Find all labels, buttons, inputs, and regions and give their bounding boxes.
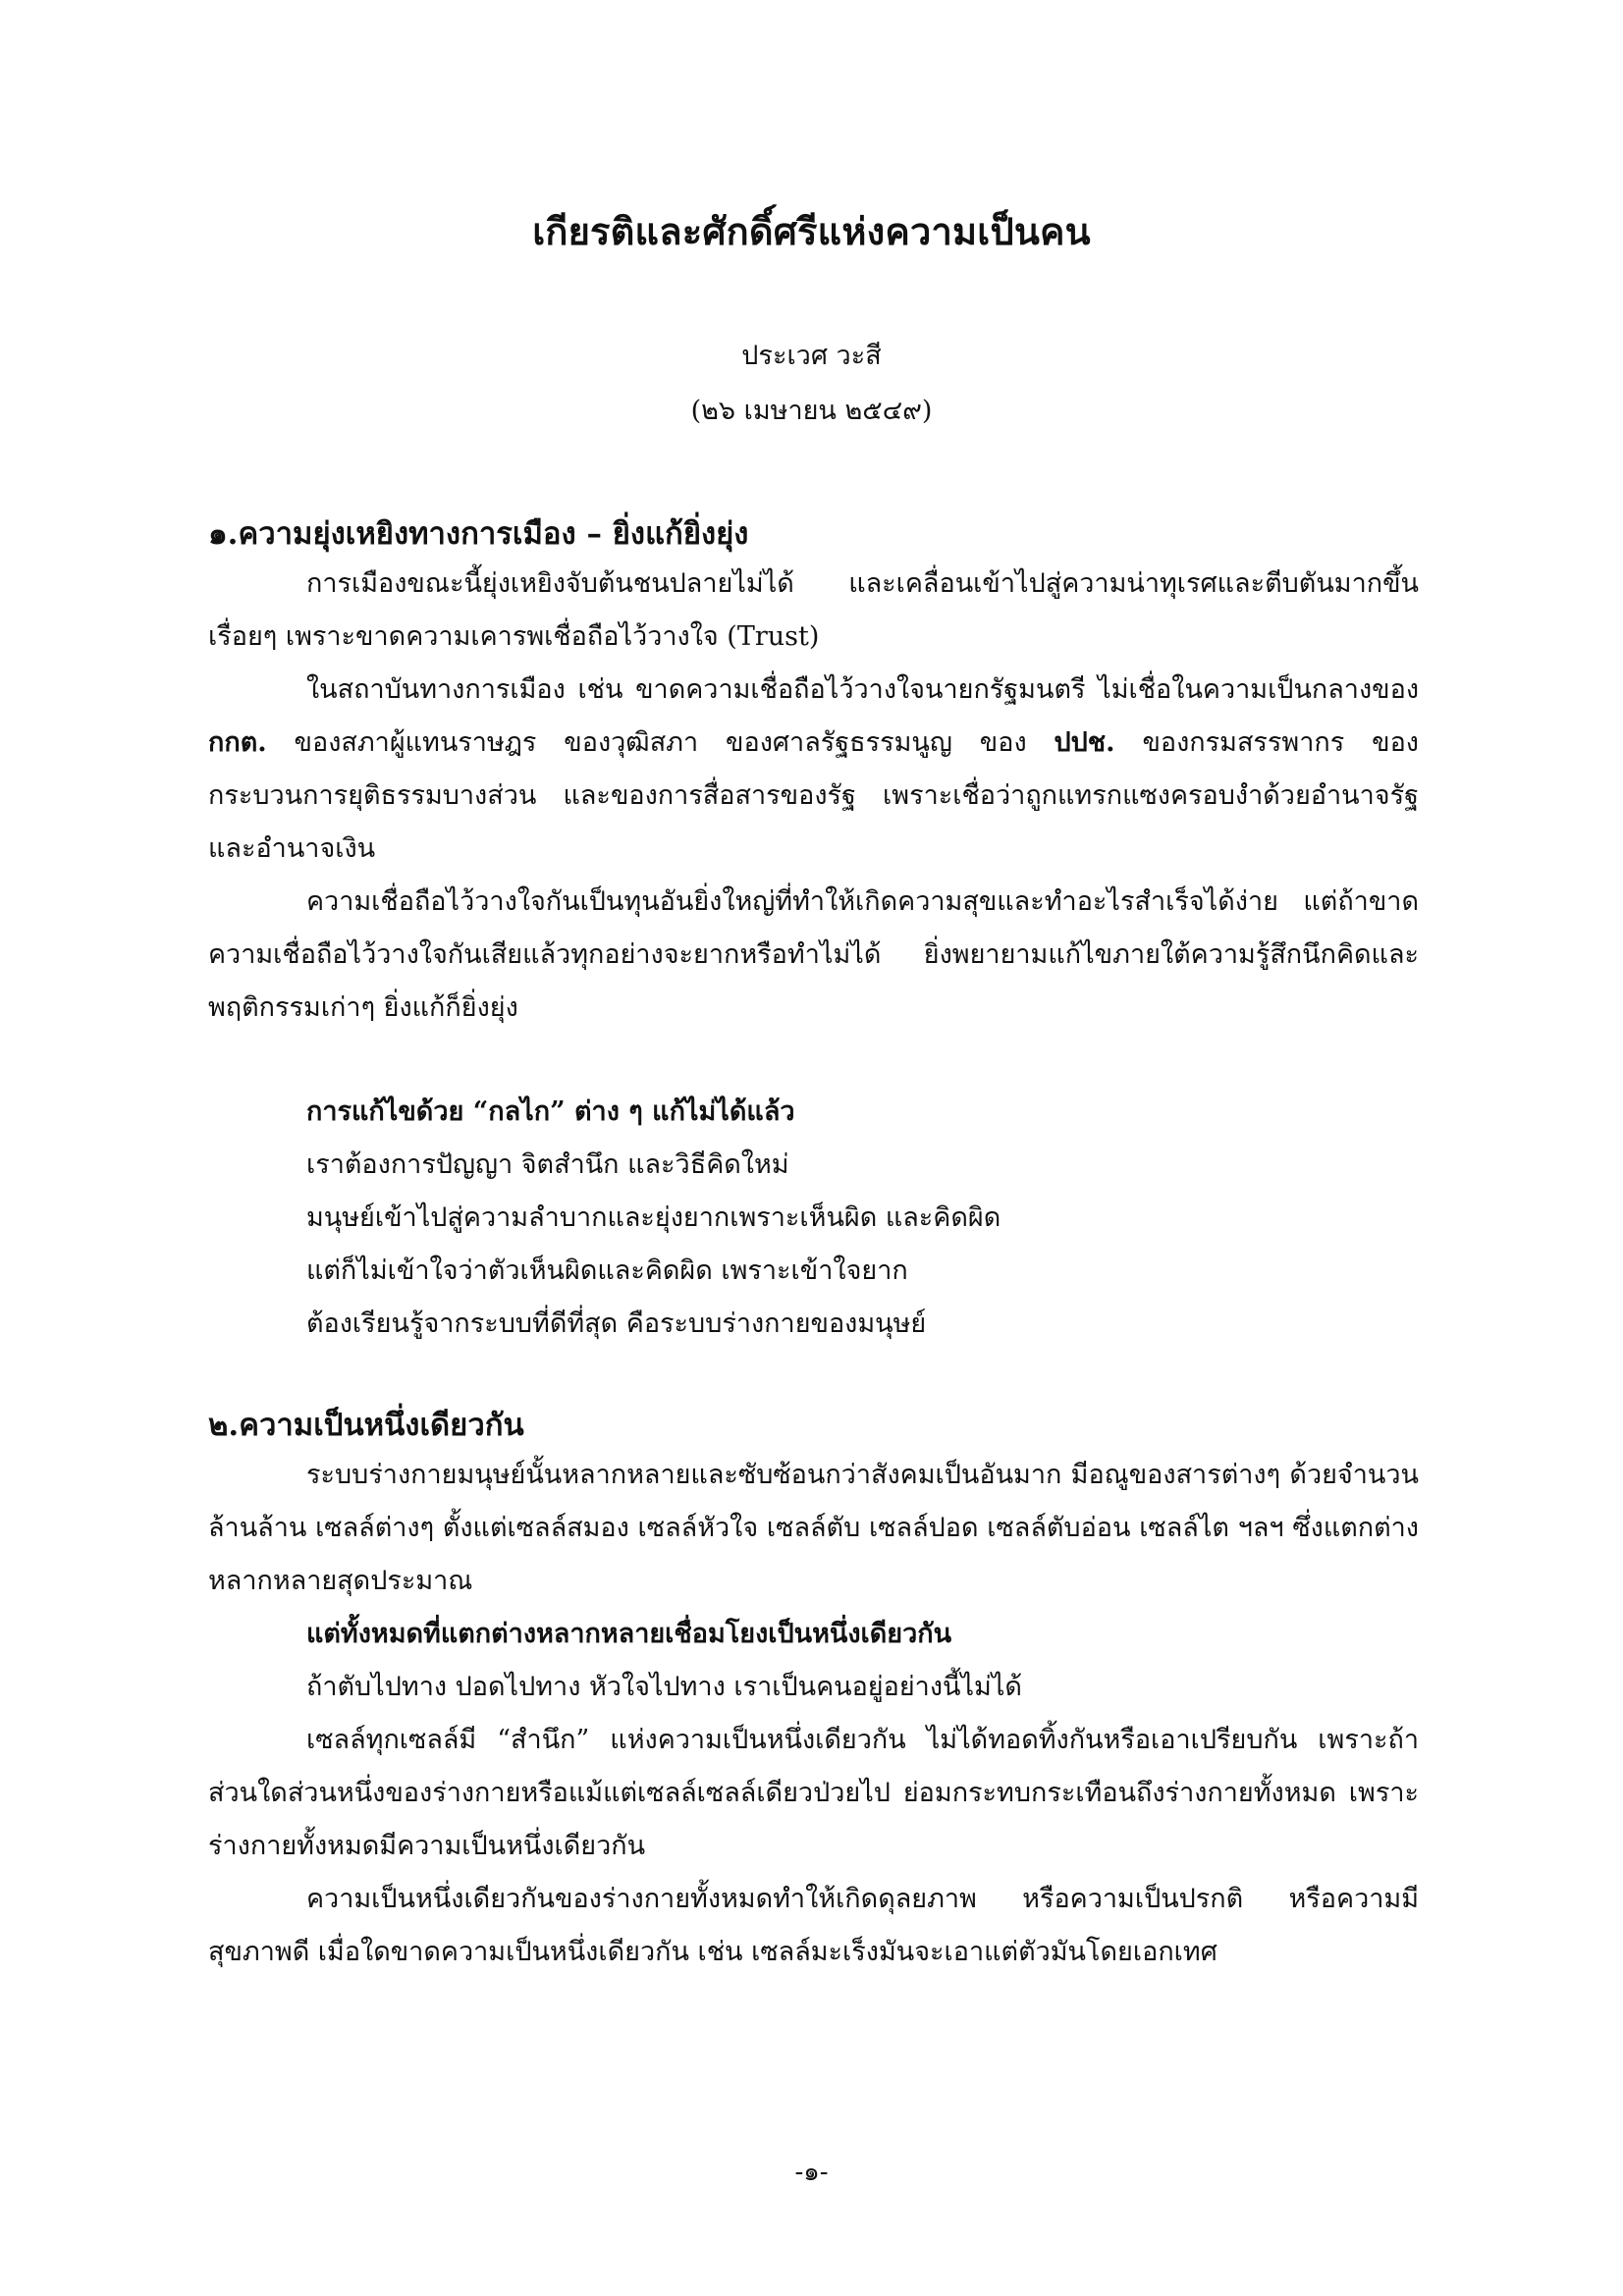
document-title: เกียรติและศักดิ์ศรีแห่งความเป็นคน [532,209,1091,253]
section-1-solutions [208,1086,1419,1351]
section-2-line-1: ถ้าตับไปทาง ปอดไปทาง หัวใจไปทาง เราเป็นคนอยู่อย่างนี้ไม่ได้ [306,1672,1022,1702]
section-1-line-3: แต่ก็ไม่เข้าใจว่าตัวเห็นผิดและคิดผิด เพราะเข้าใจยาก [306,1255,908,1286]
section-1-line-4: ต้องเรียนรู้จากระบบที่ดีที่สุด คือระบบร่างกายของมนุษย์ [306,1308,927,1339]
page-number: -๑- [794,2158,829,2187]
section-2-subheading: แต่ทั้งหมดที่แตกต่างหลากหลายเชื่อมโยงเป็นหนึ่งเดียวกัน [306,1619,952,1649]
section-2 [208,1402,1419,1979]
section-1-paragraph-3: ความเชื่อถือไว้วางใจกันเป็นทุนอันยิ่งใหญ่ที่ทำให้เกิดความสุขและทำอะไรสำเร็จได้ง่าย แต่ถ้าขาดความเชื่อถือไว้วางใจกันเสียแล้วทุกอย่างจะยากหรือทำไม่ได้ ยิ่งพยายามแก้ไขภายใต้ความรู้สึกนึกคิดและพฤติกรรมเก่าๆ ยิ่งแก้ก็ยิ่งยุ่ง [208,886,1419,1023]
section-2-paragraph-1: ระบบร่างกายมนุษย์นั้นหลากหลายและซับซ้อนกว่าสังคมเป็นอันมาก มีอณูของสารต่างๆ ด้วยจำนวนล้านล้าน เซลล์ต่างๆ ตั้งแต่เซลล์สมอง เซลล์หัวใจ เซลล์ตับ เซลล์ปอด เซลล์ตับอ่อน เซลล์ไต ฯลฯ ซึ่งแตกต่างหลากหลายสุดประมาณ [208,1460,1419,1596]
paragraph-2-text-a: ในสถาบันทางการเมือง เช่น ขาดความเชื่อถือไว้วางใจนายกรัฐมนตรี ไม่เชื่อในความเป็นกลางของ [306,674,1419,705]
author-name: ประเวศ วะสี [741,341,882,371]
document-date: (๒๖ เมษายน ๒๕๔๙) [690,396,933,426]
ppch-abbreviation: ปปช. [1054,727,1115,758]
paragraph-2-text-b: ของสภาผู้แทนราษฎร ของวุฒิสภา ของศาลรัฐธรรมนูญ ของ [266,727,1055,758]
paragraph-2-text-c: ของกรมสรรพากร ของกระบวนการยุติธรรมบางส่วน และของการสื่อสารของรัฐ เพราะเชื่อว่าถูกแทรกแซงครอบงำด้วยอำนาจรัฐและอำนาจเงิน [208,727,1419,864]
section-1-line-1: เราต้องการปัญญา จิตสำนึก และวิธีคิดใหม่ [306,1149,789,1180]
section-1-subheading: การแก้ไขด้วย “กลไก” ต่าง ๆ แก้ไม่ได้แล้ว [306,1096,795,1127]
section-1-paragraph-2 [208,664,1419,876]
kkt-abbreviation: กกต. [208,727,267,758]
section-1 [208,510,1419,1035]
section-1-paragraph-1: การเมืองขณะนี้ยุ่งเหยิงจับต้นชนปลายไม่ได้ และเคลื่อนเข้าไปสู่ความน่าทุเรศและตีบตันมากขึ้นเรื่อยๆ เพราะขาดความเคารพเชื่อถือไว้วางใจ (Trust) [208,568,1419,652]
section-2-heading: ๒.ความเป็นหนึ่งเดียวกัน [208,1408,524,1443]
section-1-line-2: มนุษย์เข้าไปสู่ความลำบากและยุ่งยากเพราะเห็นผิด และคิดผิด [306,1202,1001,1233]
section-2-paragraph-2: เซลล์ทุกเซลล์มี “สำนึก” แห่งความเป็นหนึ่งเดียวกัน ไม่ได้ทอดทิ้งกันหรือเอาเปรียบกัน เพราะถ้าส่วนใดส่วนหนึ่งของร่างกายหรือแม้แต่เซลล์เซลล์เดียวป่วยไป ย่อมกระทบกระเทือนถึงร่างกายทั้งหมด เพราะร่างกายทั้งหมดมีความเป็นหนึ่งเดียวกัน [208,1725,1419,1861]
section-1-heading: ๑.ความยุ่งเหยิงทางการเมือง – ยิ่งแก้ยิ่งยุ่ง [208,516,749,552]
section-2-paragraph-3: ความเป็นหนึ่งเดียวกันของร่างกายทั้งหมดทำให้เกิดดุลยภาพ หรือความเป็นปรกติ หรือความมีสุขภาพดี เมื่อใดขาดความเป็นหนึ่งเดียวกัน เช่น เซลล์มะเร็งมันจะเอาแต่ตัวมันโดยเอกเทศ [208,1884,1419,1967]
